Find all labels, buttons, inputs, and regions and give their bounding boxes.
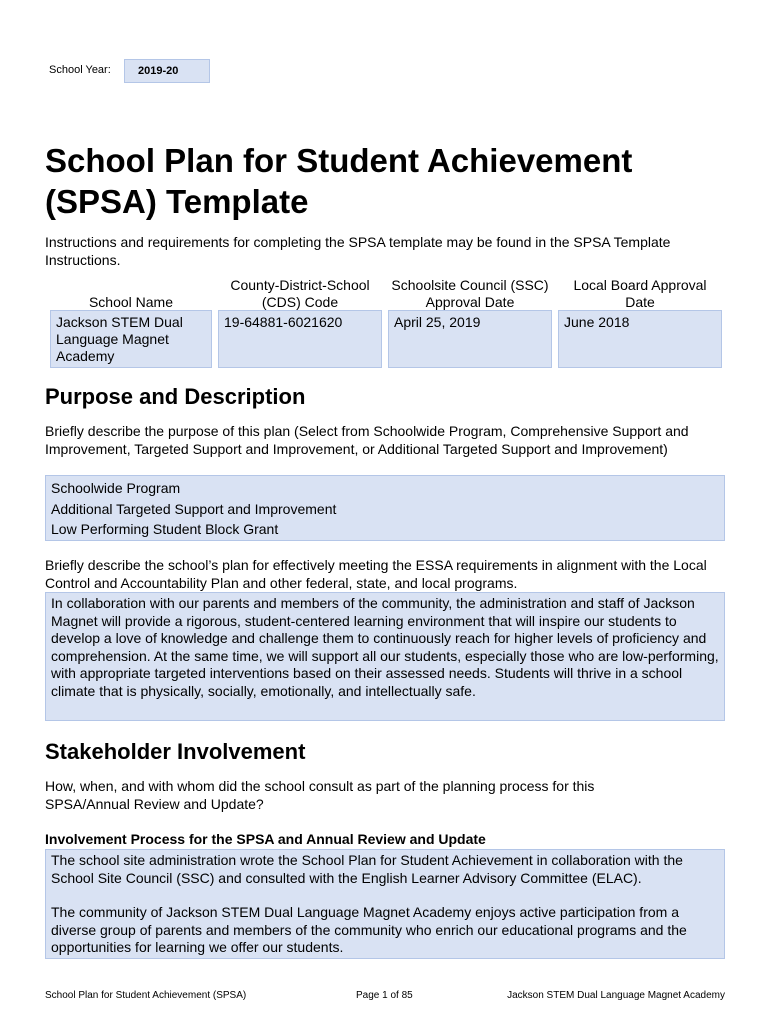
essa-response-text: In collaboration with our parents and members of the community, the administration and staff of Jackson Magnet will provide a rigorous, student-centered learning environment that will inspire our students to develop a love of knowledge and challenge them to continuously reach for higher levels of proficiency and comprehension. At the same time, we will support all our students, especially those who are low-performing, with appropriate targeted interventions based on their assessed needs. Students will thrive in a school climate that is physically, socially, emotionally, and intellectually safe. [51,595,719,699]
purpose-option: Additional Targeted Support and Improvement [51,500,337,517]
board-approval-field[interactable]: June 2018 [558,310,722,368]
school-year-label: School Year: [49,64,111,76]
school-name-header: School Name [88,294,174,310]
essa-prompt: Briefly describe the school’s plan for effectively meeting the ESSA requirements in alignment with the Local Control and Accountability Plan and other federal, state, and local programs. [45,557,707,591]
stakeholder-heading: Stakeholder Involvement [45,739,306,764]
purpose-option: Low Performing Student Block Grant [51,521,279,537]
footer-page-number: Page 1 of 85 [356,990,413,1001]
page-title: School Plan for Student Achievement (SPSA) Template [45,142,633,220]
school-year-field[interactable]: 2019-20 [124,59,210,83]
stakeholder-prompt: How, when, and with whom did the school consult as part of the planning process for this SPSA/Annual Review and Update? [45,778,595,812]
ssc-approval-header: Schoolsite Council (SSC) Approval Date [391,277,549,310]
school-name-field[interactable]: Jackson STEM Dual Language Magnet Academy [50,310,212,368]
ssc-approval-field[interactable]: April 25, 2019 [388,310,552,368]
purpose-option: Schoolwide Program [51,480,181,496]
footer-school-name: Jackson STEM Dual Language Magnet Academy [507,990,725,1001]
footer-document-title: School Plan for Student Achievement (SPSA) [45,990,247,1001]
involvement-paragraph: The community of Jackson STEM Dual Language Magnet Academy enjoys active participation from a diverse group of parents and members of the community who enrich our educational programs and the opportunities for learning we offer our students. [51,904,687,955]
purpose-prompt: Briefly describe the purpose of this plan (Select from Schoolwide Program, Comprehensive Support and Improvement, Targeted Support and Improvement, or Additional Targeted Support and Improvement) [45,423,689,457]
instructions-text: Instructions and requirements for completing the SPSA template may be found in the SPSA Template Instructions. [45,234,671,268]
involvement-paragraph: The school site administration wrote the School Plan for Student Achievement in collaboration with the School Site Council (SSC) and consulted with the English Learner Advisory Committee (ELAC). [51,852,683,886]
purpose-selection-box[interactable] [45,475,725,541]
purpose-heading: Purpose and Description [45,384,306,409]
board-approval-header: Local Board Approval Date [573,277,707,310]
cds-code-header: County-District-School (CDS) Code [230,277,370,310]
essa-response-box[interactable] [45,592,725,721]
involvement-response-box[interactable] [45,849,725,959]
cds-code-field[interactable]: 19-64881-6021620 [218,310,382,368]
involvement-subheading: Involvement Process for the SPSA and Annual Review and Update [45,831,486,847]
